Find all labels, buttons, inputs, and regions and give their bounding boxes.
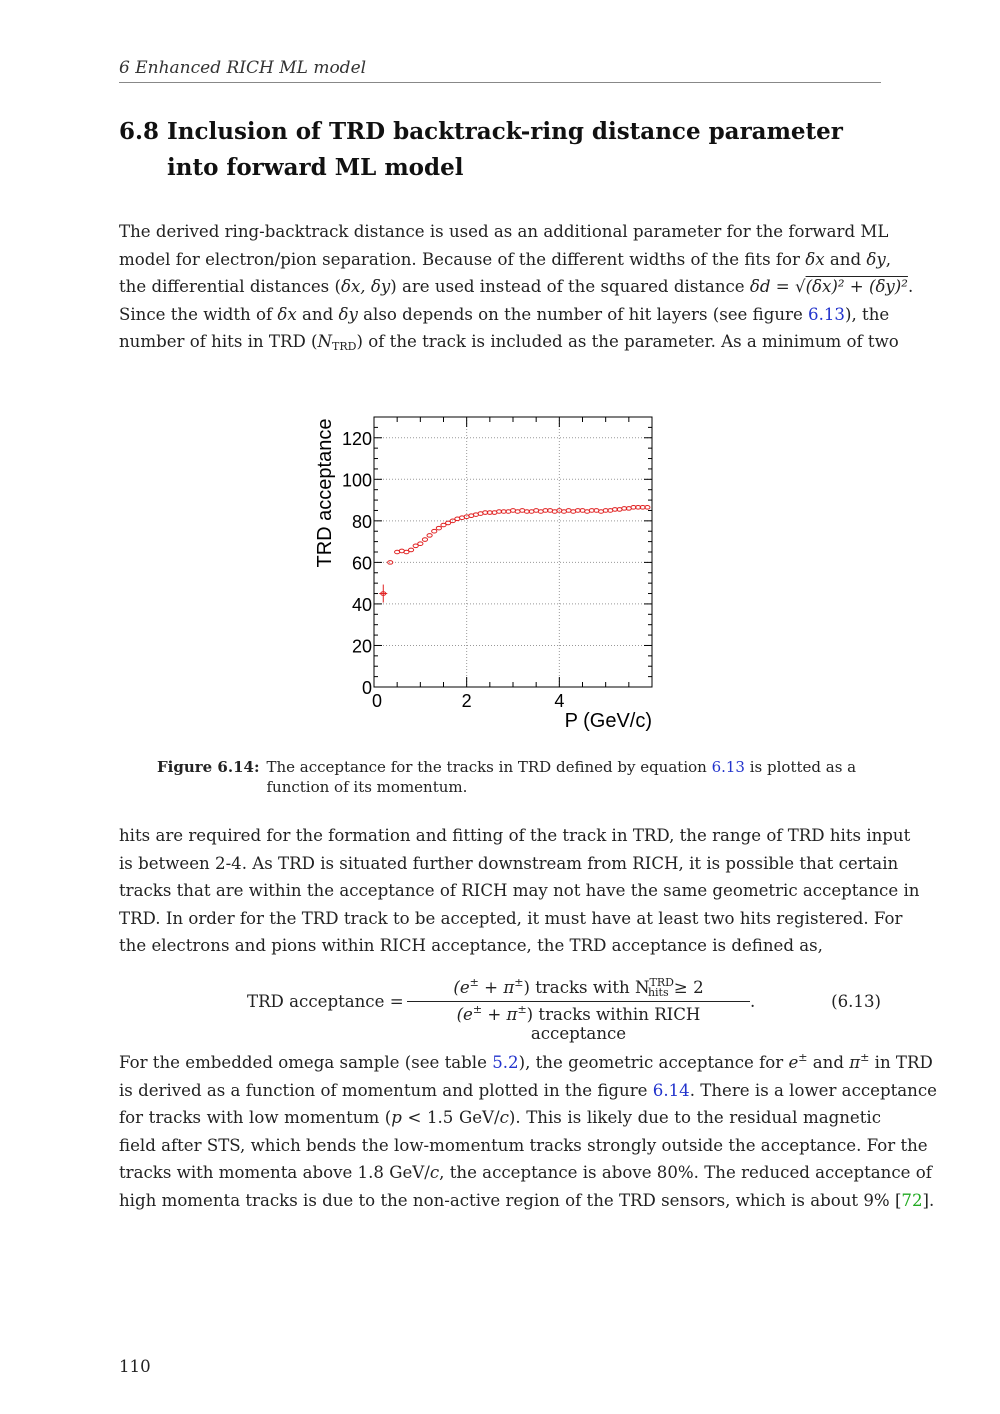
paragraph-line (119, 1104, 881, 1132)
x-tick-label: 4 (554, 691, 565, 711)
paragraph-line (119, 301, 890, 329)
math-deltas: δx, δy (340, 277, 391, 297)
math-e: e (788, 1053, 799, 1072)
math-sup: ± (860, 1051, 870, 1064)
math-sub: hits (647, 986, 669, 999)
text: Since the width of (119, 304, 278, 324)
math-n: N (317, 332, 333, 352)
figure-ref-link[interactable]: 6.13 (808, 304, 845, 324)
equation-dot: . (750, 992, 756, 1011)
running-header: 6 Enhanced RICH ML model (119, 58, 881, 83)
caption-text (266, 757, 857, 797)
plot-frame (374, 417, 652, 687)
text: ) of the track is included as the parameter. As a minimum of two (356, 332, 899, 352)
text: and (296, 304, 339, 324)
text: < 1.5 GeV/ (401, 1108, 500, 1128)
math-sqrt-arg: (δx)² + (δy)² (805, 277, 908, 297)
equation-denominator (407, 1002, 750, 1043)
text: . There is a lower acceptance (689, 1080, 937, 1100)
math-delta-x: δx (805, 249, 825, 269)
x-tick-label: 0 (371, 691, 383, 711)
math: ) tracks with N (523, 978, 650, 997)
text: in TRD (869, 1053, 933, 1072)
text: For the embedded omega sample (see table (119, 1053, 493, 1072)
y-axis-label: TRD acceptance (314, 418, 336, 568)
paragraph-line (119, 1159, 932, 1187)
paragraph-line (119, 1077, 937, 1105)
math-p: p (391, 1108, 402, 1128)
math: + π (482, 1005, 518, 1024)
text: , (885, 249, 892, 269)
y-tick-label: 60 (351, 553, 372, 574)
paragraph-line (119, 273, 914, 301)
math-delta-y: δy (866, 249, 886, 269)
text: The derived ring-backtrack distance is used as an additional parameter for the forward ML (119, 222, 889, 241)
math-sup: ± (514, 976, 524, 989)
data-point (432, 529, 437, 533)
equation-ref-link[interactable]: 6.13 (711, 758, 745, 776)
data-point (427, 534, 432, 538)
y-tick-label: 20 (351, 636, 372, 657)
text: number of hits in TRD ( (119, 332, 318, 352)
grid (374, 417, 652, 687)
text: and (807, 1053, 850, 1072)
equation-numerator (407, 976, 750, 1002)
page-number: 110 (119, 1357, 151, 1376)
text: ]. (922, 1190, 935, 1210)
math-delta-y: δy (338, 304, 358, 324)
text: The acceptance for the tracks in TRD defined by equation (266, 758, 712, 776)
data-point (422, 538, 427, 542)
table-ref-link[interactable]: 5.2 (492, 1053, 519, 1072)
text: the differential distances ( (119, 277, 341, 297)
text: and (824, 249, 867, 269)
figure-caption (157, 757, 857, 797)
paragraph-line: is between 2-4. As TRD is situated further downstream from RICH, it is possible that certain (119, 853, 899, 873)
text: also depends on the number of hit layers (see figure (357, 304, 809, 324)
paragraph-line: tracks that are within the acceptance of RICH may not have the same geometric acceptance in (119, 881, 920, 901)
section-heading (119, 114, 881, 186)
acceptance-chart (309, 405, 669, 745)
math-sup: ± (472, 1003, 483, 1016)
data-point (436, 526, 441, 530)
math: ) tracks within RICH acceptance (526, 1005, 701, 1043)
text: is derived as a function of momentum and plotted in the figure (119, 1080, 653, 1100)
math-delta-d: δd (749, 277, 771, 297)
equation-fraction (407, 976, 750, 1043)
paragraph-line (119, 328, 899, 361)
text: ) are used instead of the squared distance (390, 277, 750, 297)
paragraph-1 (119, 218, 914, 361)
paragraph-line: TRD. In order for the TRD track to be accepted, it must have at least two hits registered. For (119, 908, 903, 928)
math: + π (478, 978, 515, 997)
math-subscript: TRD (332, 340, 357, 354)
paragraph-line (119, 1187, 935, 1215)
citation-link[interactable]: 72 (901, 1190, 923, 1210)
section-title: Inclusion of TRD backtrack-ring distance parameter into forward ML model (167, 118, 843, 181)
equation-number: (6.13) (831, 992, 881, 1011)
math-sup: ± (469, 976, 479, 989)
math: ≥ 2 (668, 978, 704, 997)
math-c: c (499, 1108, 509, 1128)
section-number: 6.8 (119, 118, 160, 145)
data-points (379, 506, 650, 603)
text: model for electron/pion separation. Because of the different widths of the fits for (119, 249, 806, 269)
equation-lhs: TRD acceptance = (247, 992, 404, 1011)
text: is plotted as a function of its momentum. (266, 758, 857, 796)
figure-6-14 (309, 405, 669, 745)
math: (e (456, 1005, 473, 1024)
paragraph-2 (119, 822, 920, 960)
y-tick-label: 100 (341, 470, 372, 491)
paragraph-line (119, 1044, 933, 1077)
math-sqrt-sign: = √ (770, 277, 806, 297)
data-point (418, 542, 423, 546)
text: tracks with momenta above 1.8 GeV/ (119, 1163, 430, 1183)
paragraph-line: hits are required for the formation and fitting of the track in TRD, the range of TRD hits input (119, 826, 911, 845)
text: . (907, 277, 914, 297)
math: (e (453, 978, 470, 997)
paragraph-line (119, 218, 889, 246)
paragraph-line: field after STS, which bends the low-momentum tracks strongly outside the acceptance. For the (119, 1135, 928, 1155)
paragraph-line (119, 246, 892, 274)
math-sup: TRD (649, 976, 674, 989)
equation-6-13 (119, 976, 881, 1043)
y-tick-label: 40 (351, 594, 372, 615)
math-sup: ± (517, 1003, 527, 1016)
math-sup: ± (798, 1051, 808, 1064)
math-delta-x: δx (277, 304, 297, 324)
text: for tracks with low momentum ( (119, 1108, 392, 1128)
y-tick-label: 120 (341, 428, 372, 449)
text: ), the (845, 304, 890, 324)
data-point (408, 548, 413, 552)
paragraph-3 (119, 1044, 937, 1215)
paragraph-line: the electrons and pions within RICH acceptance, the TRD acceptance is defined as, (119, 936, 823, 956)
caption-label: Figure 6.14: (157, 758, 260, 776)
x-tick-label: 2 (461, 691, 472, 711)
text: high momenta tracks is due to the non-active region of the TRD sensors, which is about 9% [ (119, 1190, 902, 1210)
x-axis-label: P (GeV/c) (564, 710, 652, 732)
math-pi: π (849, 1053, 861, 1072)
y-tick-label: 80 (351, 511, 372, 532)
text: ). This is likely due to the residual magnetic (508, 1108, 881, 1128)
math-c: c (429, 1163, 440, 1183)
figure-ref-link[interactable]: 6.14 (652, 1080, 690, 1100)
text: , the acceptance is above 80%. The reduced acceptance of (439, 1163, 932, 1183)
text: ), the geometric acceptance for (518, 1053, 789, 1072)
y-tick-label: 0 (361, 678, 372, 698)
